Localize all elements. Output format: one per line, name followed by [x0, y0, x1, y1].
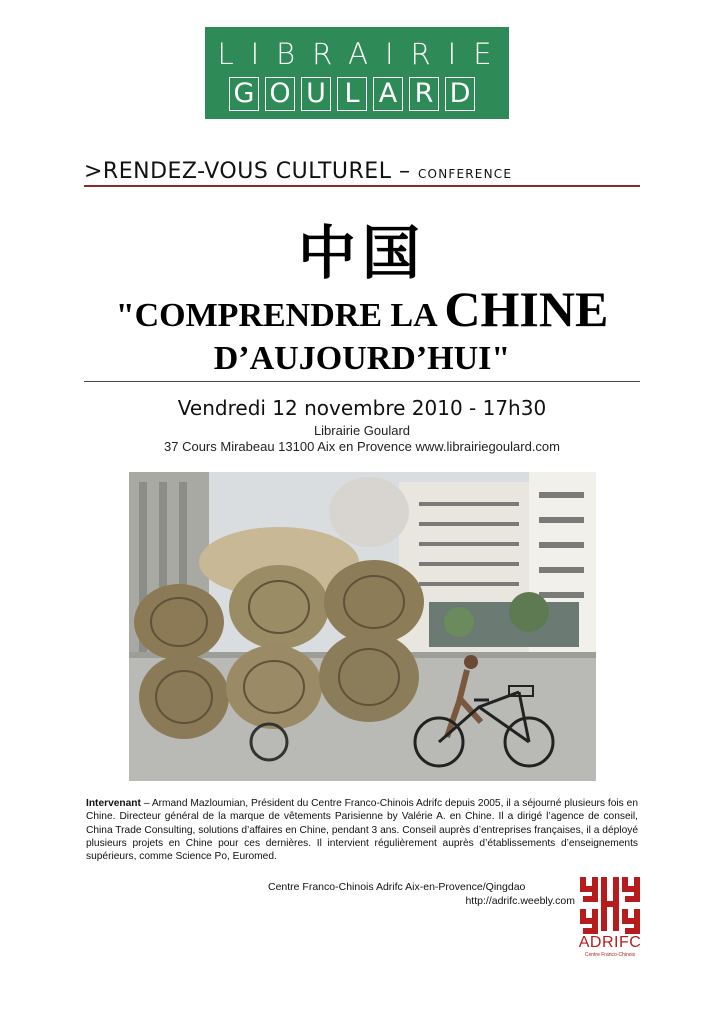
logo-letter: U: [301, 77, 331, 111]
heading-small: CONFERENCE: [417, 167, 513, 181]
title-line2: D’AUJOURD’HUI": [213, 340, 511, 377]
logo-letter: L: [337, 77, 367, 111]
adrifc-logo-icon: [579, 873, 641, 935]
librairie-goulard-logo: [205, 27, 509, 119]
logo-letter: A: [373, 77, 403, 111]
logo-letter: D: [445, 77, 475, 111]
logo-line1: LIBRAIRIE: [217, 37, 509, 71]
bio-text: – Armand Mazloumian, Président du Centre Franco-Chinois Adrifc depuis 2005, il a séjourné plusieurs fois en Chine. Directeur général de la marque de vêtements Parisienne by Valérie A. en Chine. Il a dirigé l’agence de conseil, China Trade Consulting, solutions d’affaires en Chine, pendant 3 ans. Conseil auprès d’entreprises françaises, il a déployé plusieurs projets en Chine pour ces dernières. Il intervient régulièrement auprès d’établissements d’enseignements supérieurs, comme Science Po, Euromed.: [86, 798, 638, 863]
event-address: 37 Cours Mirabeau 13100 Aix en Provence www.librairiegoulard.com: [164, 439, 560, 454]
logo-letter: O: [265, 77, 295, 111]
centre-url[interactable]: http://adrifc.weebly.com: [465, 895, 575, 907]
header-rule: [84, 185, 640, 187]
logo-letter: G: [229, 77, 259, 111]
section-heading: [84, 159, 512, 184]
event-venue: Librairie Goulard: [313, 423, 411, 438]
adrifc-subtitle: Centre Franco-Chinois: [584, 952, 636, 958]
title-line1: [0, 280, 724, 338]
speaker-bio: [86, 797, 638, 863]
title-rule: [84, 381, 640, 382]
event-date: Vendredi 12 novembre 2010 - 17h30: [177, 396, 547, 420]
logo-line2: [229, 77, 475, 111]
heading-main: >RENDEZ-VOUS CULTUREL –: [84, 159, 418, 184]
adrifc-name: ADRIFC: [578, 934, 642, 951]
title-line1-a: "COMPRENDRE LA: [115, 297, 445, 334]
centre-name: Centre Franco-Chinois Adrifc Aix-en-Provence/Qingdao: [268, 881, 526, 893]
logo-letter: R: [409, 77, 439, 111]
chinese-title: 中国: [297, 219, 426, 287]
cyclist-cargo-photo: [129, 472, 596, 781]
title-line1-b: CHINE: [444, 281, 609, 337]
bio-label: Intervenant: [86, 798, 141, 809]
